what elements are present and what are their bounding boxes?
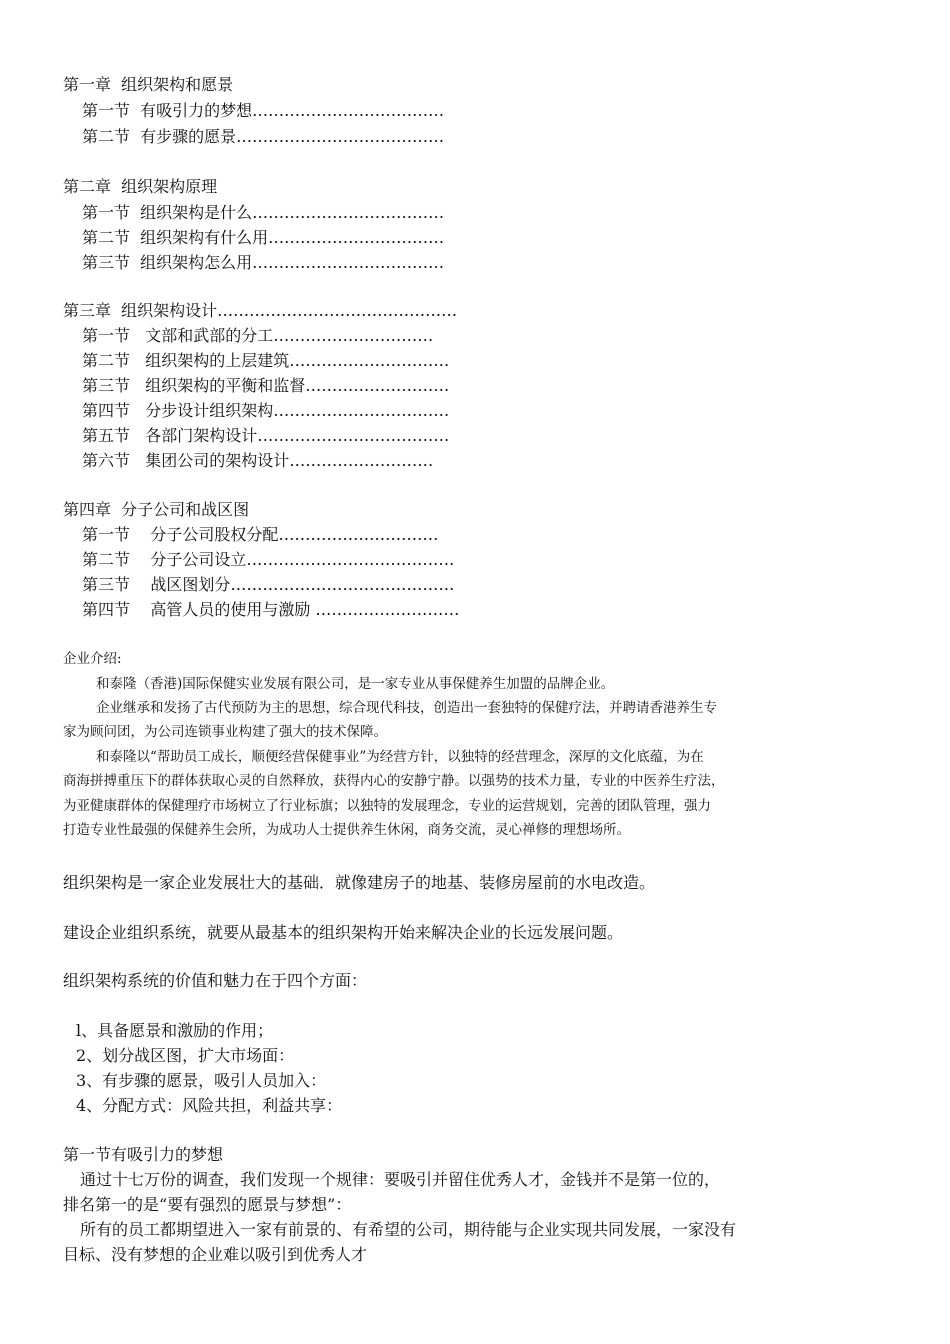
intro-paragraph-1: 和泰隆（香港)国际保健实业发展有限公司，是一家专业从事保健养生加盟的品牌企业。 [96,676,615,692]
toc-section-3-1: 第一节 文部和武部的分工………………………… [82,326,434,345]
toc-section-3-4: 第四节 分步设计组织架构…………………………… [82,401,450,420]
list-item: 2、划分战区图，扩大市场面： [76,1046,295,1065]
toc-section-3-6: 第六节 集团公司的架构设计……………………… [82,451,434,470]
toc-section-1-2: 第二节 有步骤的愿景………………………………… [82,127,445,146]
toc-section-2-3: 第三节 组织架构怎么用……………………………… [82,253,445,272]
intro-paragraph-3-line-2: 商海拼搏重压下的群体获取心灵的自然释放，获得内心的安静宁静。以强势的技术力量，专业的中医养生疗法， [63,773,725,789]
toc-section-3-2: 第二节 组织架构的上层建筑………………………… [82,351,450,370]
section-paragraph-2-line-1: 所有的员工都期望进入一家有前景的、有希望的公司，期待能与企业实现共同发展，一家没有 [80,1220,737,1239]
intro-paragraph-2-line-1: 企业继承和发扬了古代预防为主的思想，综合现代科技，创造出一套独特的保健疗法，并聘请香港养生专 [96,700,717,716]
intro-paragraph-3-line-3: 为亚健康群体的保健理疗市场树立了行业标旗；以独特的发展理念，专业的运营规划，完善的团队管理，强力 [63,798,711,814]
section-paragraph-1-line-2: 排名第一的是“要有强烈的愿景与梦想”： [63,1195,352,1214]
toc-chapter-1: 第一章 组织架构和愿景 [63,75,234,94]
toc-section-4-2: 第二节 分子公司设立………………………………… [82,550,455,569]
toc-section-4-3: 第三节 战区图划分…………………………………… [82,575,455,594]
toc-section-1-1: 第一节 有吸引力的梦想……………………………… [82,101,445,120]
toc-section-3-5: 第五节 各部门架构设计……………………………… [82,426,450,445]
toc-chapter-3: 第三章 组织架构设计……………………………………… [63,301,458,320]
section-paragraph-2-line-2: 目标、没有梦想的企业难以吸引到优秀人才 [63,1245,368,1264]
toc-section-3-3: 第三节 组织架构的平衡和监督……………………… [82,376,450,395]
list-item: 3、有步骤的愿景，吸引人员加入： [76,1071,327,1090]
toc-chapter-2: 第二章 组织架构原理 [63,177,218,196]
toc-chapter-4: 第四章 分子公司和战区图 [63,500,250,519]
intro-paragraph-3-line-1: 和泰隆以“帮助员工成长，顺便经营保健事业”为经营方针，以独特的经营理念，深厚的文化底蕴，为在 [96,749,704,765]
body-paragraph-1: 组织架构是一家企业发展壮大的基础．就像建房子的地基、装修房屋前的水电改造。 [63,873,656,892]
body-paragraph-3: 组织架构系统的价值和魅力在于四个方面： [63,971,368,990]
intro-paragraph-2-line-2: 家为顾问团，为公司连锁事业构建了强大的技术保障。 [63,724,387,740]
section-paragraph-1-line-1: 通过十七万份的调查，我们发现一个规律：要吸引并留住优秀人才，金钱并不是第一位的， [80,1170,721,1189]
toc-section-4-1: 第一节 分子公司股权分配………………………… [82,525,439,544]
intro-paragraph-3-line-4: 打造专业性最强的保健养生会所，为成功人士提供养生休闲，商务交流，灵心禅修的理想场所。 [63,822,630,838]
list-item: 4、分配方式：风险共担，利益共享： [76,1096,343,1115]
toc-section-2-1: 第一节 组织架构是什么……………………………… [82,203,445,222]
section-title: 第一节有吸引力的梦想 [63,1145,224,1164]
list-item: l、具备愿景和激励的作用； [76,1021,274,1040]
body-paragraph-2: 建设企业组织系统，就要从最基本的组织架构开始来解决企业的长远发展问题。 [63,923,624,942]
intro-heading: 企业介绍: [63,651,122,667]
toc-section-2-2: 第二节 组织架构有什么用…………………………… [82,228,445,247]
toc-section-4-4: 第四节 高管人员的使用与激励 ……………………… [82,600,460,619]
